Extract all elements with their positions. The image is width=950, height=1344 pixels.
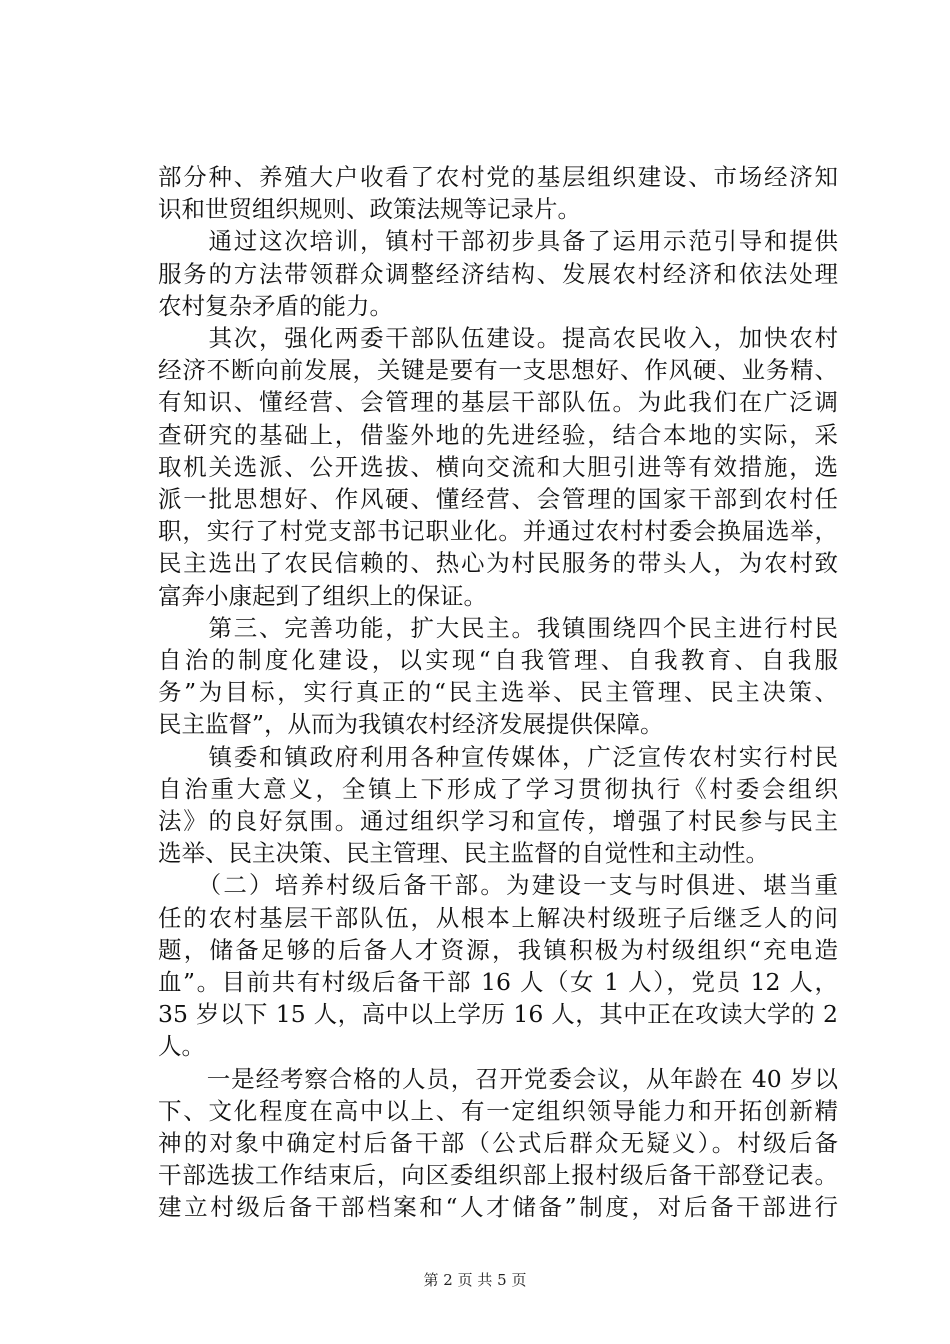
text-line: 有知识、懂经营、会管理的基层干部队伍。为此我们在广泛调 [158,388,838,417]
text-line: 通过这次培训，镇村干部初步具备了运用示范引导和提供 [158,227,838,256]
text-line: 农村复杂矛盾的能力。 [158,291,393,320]
text-line: 识和世贸组织规则、政策法规等记录片。 [158,195,581,224]
text-line: 题，储备足够的后备人才资源，我镇积极为村级组织“充电造 [158,935,838,964]
text-line: 务”为目标，实行真正的“民主选举、民主管理、民主决策、 [158,678,838,707]
text-line: 经济不断向前发展，关键是要有一支思想好、作风硬、业务精、 [158,356,838,385]
text-line: 富奔小康起到了组织上的保证。 [158,581,487,610]
text-line: 派一批思想好、作风硬、懂经营、会管理的国家干部到农村任 [158,485,838,513]
text-line: 查研究的基础上，借鉴外地的先进经验，结合本地的实际，采 [158,420,838,449]
text-line: 职，实行了村党支部书记职业化。并通过农村村委会换届选举， [158,517,838,546]
text-line: 任的农村基层干部队伍，从根本上解决村级班子后继乏人的问 [158,903,838,932]
text-line: 民主监督”，从而为我镇农村经济发展提供保障。 [158,710,664,739]
text-line: 其次，强化两委干部队伍建设。提高农民收入，加快农村 [158,324,838,352]
text-line: 35 岁以下 15 人，高中以上学历 16 人，其中正在攻读大学的 2 [158,1000,838,1029]
text-line: 自治重大意义，全镇上下形成了学习贯彻执行《村委会组织 [158,774,838,803]
text-line: 民主选出了农民信赖的、热心为村民服务的带头人，为农村致 [158,549,838,578]
text-line: 干部选拔工作结束后，向区委组织部上报村级后备干部登记表。 [158,1161,838,1190]
text-line: 建立村级后备干部档案和“人才储备”制度，对后备干部进行 [158,1193,838,1222]
text-line: 选举、民主决策、民主管理、民主监督的自觉性和主动性。 [158,839,769,868]
text-line: 血”。目前共有村级后备干部 16 人（女 1 人），党员 12 人， [158,968,838,996]
text-line: 部分种、养殖大户收看了农村党的基层组织建设、市场经济知 [158,163,838,191]
text-line: 镇委和镇政府利用各种宣传媒体，广泛宣传农村实行村民 [158,742,838,771]
text-line: 第三、完善功能，扩大民主。我镇围绕四个民主进行村民 [158,613,838,642]
text-line: 服务的方法带领群众调整经济结构、发展农村经济和依法处理 [158,259,838,288]
text-line: 一是经考察合格的人员，召开党委会议，从年龄在 40 岁以 [158,1064,838,1093]
text-line: （二）培养村级后备干部。为建设一支与时俱进、堪当重 [158,871,838,900]
text-line: 下、文化程度在高中以上、有一定组织领导能力和开拓创新精 [158,1096,838,1125]
text-line: 人。 [158,1032,205,1061]
text-line: 取机关选派、公开选拔、横向交流和大胆引进等有效措施，选 [158,452,838,481]
text-line: 神的对象中确定村后备干部（公式后群众无疑义）。村级后备 [158,1129,838,1157]
text-line: 法》的良好氛围。通过组织学习和宣传，增强了村民参与民主 [158,807,838,835]
text-line: 自治的制度化建设，以实现“自我管理、自我教育、自我服 [158,646,838,674]
page-number-footer: 第 2 页 共 5 页 [423,1271,527,1289]
